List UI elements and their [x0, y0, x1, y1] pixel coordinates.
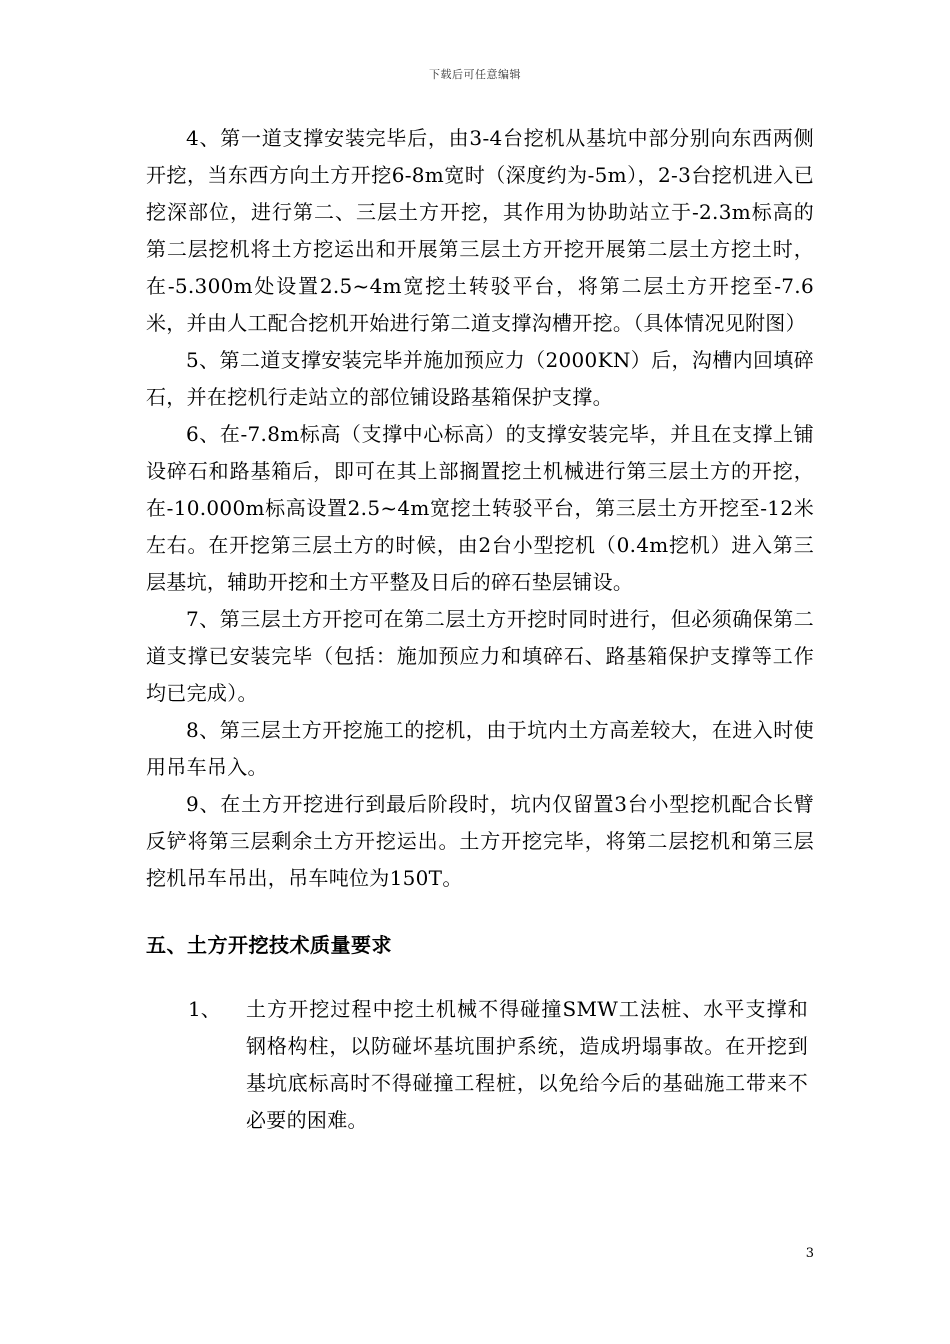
paragraph-step-6: 6、在-7.8m标高（支撑中心标高）的支撑安装完毕，并且在支撑上铺设碎石和路基箱后，即可在其上部搁置挖土机械进行第三层土方的开挖，在-10.000m标高设置2.5~4m宽挖土转驳平台，第三层土方开挖至-12米左右。在开挖第三层土方的时候，由2台小型挖机（0.4m挖机）进入第三层基坑，辅助开挖和土方平整及日后的碎石垫层铺设。	[146, 422, 814, 594]
paragraph-step-5: 5、第二道支撑安装完毕并施加预应力（2000KN）后，沟槽内回填碎石，并在挖机行走站立的部位铺设路基箱保护支撑。	[146, 348, 814, 409]
paragraph-step-9: 9、在土方开挖进行到最后阶段时，坑内仅留置3台小型挖机配合长臂反铲将第三层剩余土方开挖运出。土方开挖完毕，将第二层挖机和第三层挖机吊车吊出，吊车吨位为150T。	[146, 792, 814, 890]
page-header: 下载后可任意编辑	[429, 68, 521, 81]
section-heading: 五、土方开挖技术质量要求	[146, 933, 392, 957]
paragraph-step-8: 8、第三层土方开挖施工的挖机，由于坑内土方高差较大，在进入时使用吊车吊入。	[146, 718, 814, 779]
page-number: 3	[805, 1246, 814, 1261]
paragraph-step-4: 4、第一道支撑安装完毕后，由3-4台挖机从基坑中部分别向东西两侧开挖，当东西方向土方开挖6-8m宽时（深度约为-5m），2-3台挖机进入已挖深部位，进行第二、三层土方开挖，其作用为协助站立于-2.3m标高的第二层挖机将土方挖运出和开展第三层土方开挖开展第二层土方挖土时，在-5.300m处设置2.5~4m宽挖土转驳平台，将第二层土方开挖至-7.6米，并由人工配合挖机开始进行第二道支撑沟槽开挖。（具体情况见附图）	[146, 126, 814, 335]
list-item-number: 1、	[188, 997, 221, 1021]
list-item	[146, 991, 814, 1139]
list-item-text: 土方开挖过程中挖土机械不得碰撞SMW工法桩、水平支撑和钢格构柱，以防碰坏基坑围护系统，造成坍塌事故。在开挖到基坑底标高时不得碰撞工程桩，以免给今后的基础施工带来不必要的困难。	[246, 997, 808, 1132]
paragraph-step-7: 7、第三层土方开挖可在第二层土方开挖时同时进行，但必须确保第二道支撑已安装完毕（包括：施加预应力和填碎石、路基箱保护支撑等工作均已完成）。	[146, 607, 814, 705]
document-body	[146, 120, 814, 1139]
